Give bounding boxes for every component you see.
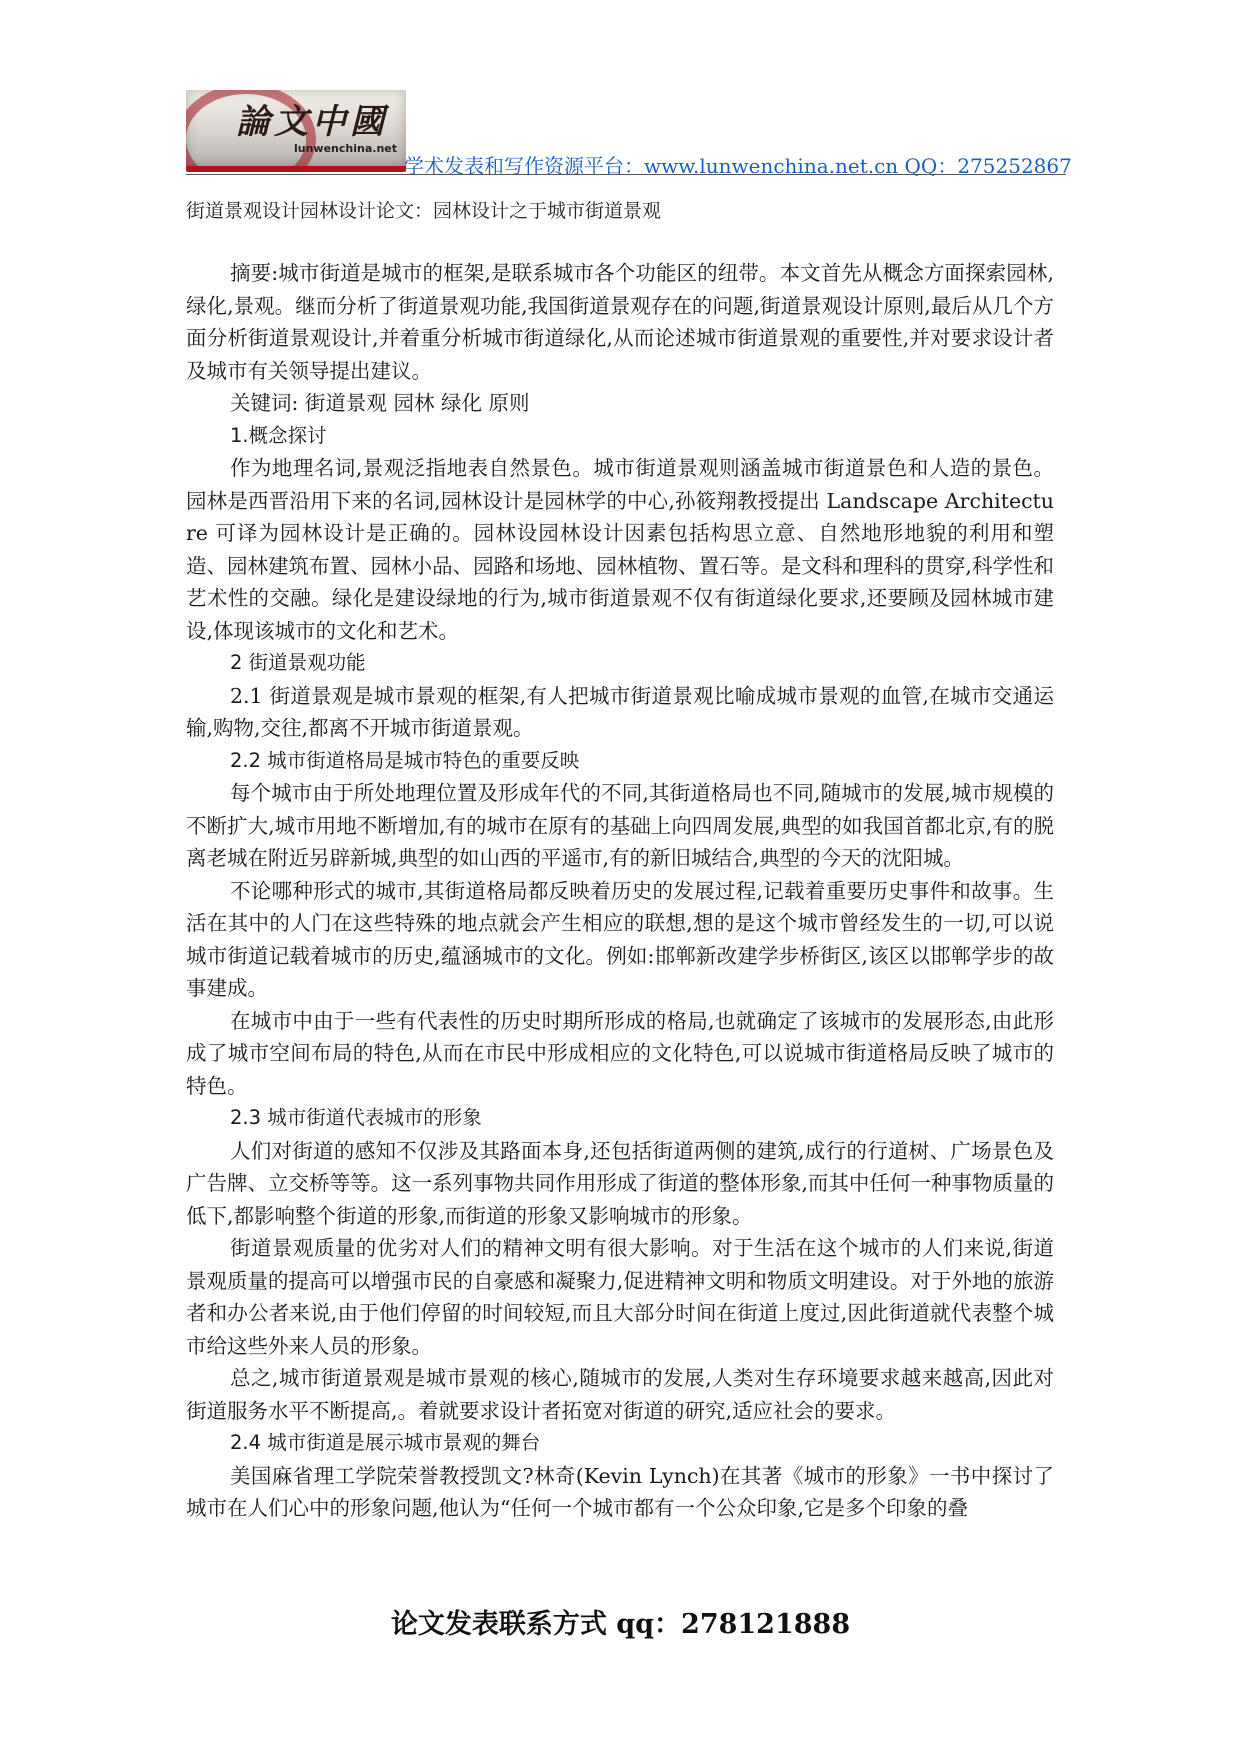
section-heading: 2 街道景观功能: [230, 651, 366, 674]
body-paragraph: 总之,城市街道景观是城市景观的核心,随城市的发展,人类对生存环境要求越来越高,因此对街道服务水平不断提高,。着就要求设计者拓宽对街道的研究,适应社会的要求。: [186, 1366, 1054, 1423]
header-divider: [186, 174, 1066, 175]
platform-contact-line[interactable]: 学术发表和写作资源平台：www.lunwenchina.net.cn QQ：275252867: [404, 154, 1072, 178]
page-header: [186, 84, 1072, 178]
section-heading: 2.4 城市街道是展示城市景观的舞台: [230, 1431, 541, 1454]
section-heading: 2.3 城市街道代表城市的形象: [230, 1106, 482, 1129]
document-title: 街道景观设计园林设计论文：园林设计之于城市街道景观: [186, 200, 662, 222]
body-paragraph: 在城市中由于一些有代表性的历史时期所形成的格局,也就确定了该城市的发展形态,由此形成了城市空间布局的特色,从而在市民中形成相应的文化特色,可以说城市街道格局反映了城市的特色。: [186, 1008, 1054, 1098]
body-paragraph: 作为地理名词,景观泛指地表自然景色。城市街道景观则涵盖城市街道景色和人造的景色。园林是西晋沿用下来的名词,园林设计是园林学的中心,孙筱翔教授提出 Landscape Architecture 可译为园林设计是正确的。园林设园林设计因素包括构思立意、自然地形地貌的利用和塑造、园林建筑布置、园林小品、园路和场地、园林植物、置石等。是文科和理科的贯穿,科学性和艺术性的交融。绿化是建设绿地的行为,城市街道景观不仅有街道绿化要求,还要顾及园林城市建设,体现该城市的文化和艺术。: [186, 456, 1054, 643]
abstract-paragraph: 摘要:城市街道是城市的框架,是联系城市各个功能区的纽带。本文首先从概念方面探索园林,绿化,景观。继而分析了街道景观功能,我国街道景观存在的问题,街道景观设计原则,最后从几个方面分析街道景观设计,并着重分析城市街道绿化,从而论述城市街道景观的重要性,并对要求设计者及城市有关领导提出建议。: [186, 261, 1054, 383]
body-paragraph: 2.1 街道景观是城市景观的框架,有人把城市街道景观比喻成城市景观的血管,在城市交通运输,购物,交往,都离不开城市街道景观。: [186, 683, 1054, 740]
section-heading: 2.2 城市街道格局是城市特色的重要反映: [230, 748, 580, 772]
body-paragraph: 街道景观质量的优劣对人们的精神文明有很大影响。对于生活在这个城市的人们来说,街道景观质量的提高可以增强市民的自豪感和凝聚力,促进精神文明和物质文明建设。对于外地的旅游者和办公者来说,由于他们停留的时间较短,而且大部分时间在街道上度过,因此街道就代表整个城市给这些外来人员的形象。: [186, 1236, 1054, 1358]
section-heading: 1.概念探讨: [230, 423, 327, 447]
logo-domain: lunwenchina.net: [294, 142, 397, 155]
body-paragraph: 不论哪种形式的城市,其街道格局都反映着历史的发展过程,记载着重要历史事件和故事。生活在其中的人门在这些特殊的地点就会产生相应的联想,想的是这个城市曾经发生的一切,可以说城市街道记载着城市的历史,蕴涵城市的文化。例如:邯郸新改建学步桥街区,该区以邯郸学步的故事建成。: [186, 878, 1054, 1000]
page-footer-contact: 论文发表联系方式 qq：278121888: [390, 1609, 851, 1640]
body-paragraph: 每个城市由于所处地理位置及形成年代的不同,其街道格局也不同,随城市的发展,城市规模的不断扩大,城市用地不断增加,有的城市在原有的基础上向四周发展,典型的如我国首都北京,有的脱离老城在附近另辟新城,典型的如山西的平遥市,有的新旧城结合,典型的今天的沈阳城。: [186, 781, 1054, 870]
document-body: [186, 257, 1054, 1525]
body-paragraph: 人们对街道的感知不仅涉及其路面本身,还包括街道两侧的建筑,成行的行道树、广场景色及广告牌、立交桥等等。这一系列事物共同作用形成了街道的整体形象,而其中任何一种事物质量的低下,都影响整个街道的形象,而街道的形象又影响城市的形象。: [186, 1138, 1054, 1228]
body-paragraph: 美国麻省理工学院荣誉教授凯文?林奇(Kevin Lynch)在其著《城市的形象》一书中探讨了城市在人们心中的形象问题,他认为“任何一个城市都有一个公众印象,它是多个印象的叠: [186, 1463, 1054, 1520]
logo-title: 論文中國: [236, 102, 388, 142]
keywords-line: 关键词: 街道景观 园林 绿化 原则: [230, 391, 530, 415]
site-logo[interactable]: [186, 90, 406, 172]
